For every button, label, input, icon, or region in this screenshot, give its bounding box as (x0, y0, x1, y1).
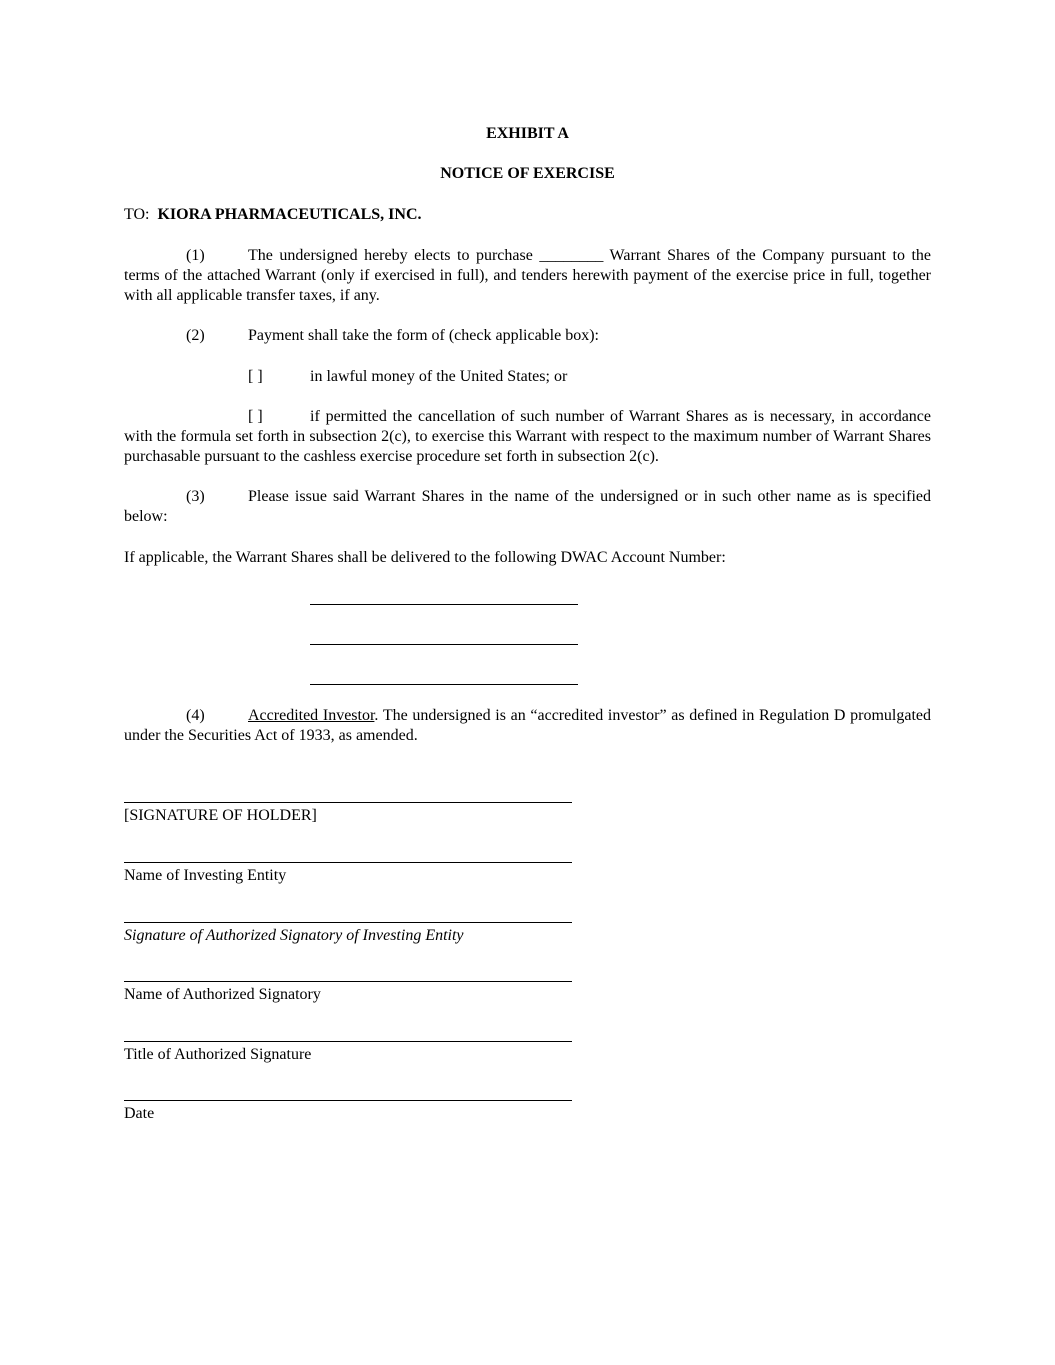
checkbox-cashless[interactable]: [ ] (248, 408, 263, 425)
signature-line-investing-entity[interactable] (124, 862, 572, 863)
signature-label-date: Date (124, 1105, 155, 1122)
to-prefix: TO: (124, 206, 150, 223)
signature-label-holder: [SIGNATURE OF HOLDER] (124, 807, 317, 824)
signature-line-authorized-signatory-signature[interactable] (124, 922, 572, 923)
to-company: KIORA PHARMACEUTICALS, INC. (157, 206, 422, 223)
payment-option-cash (124, 367, 931, 387)
paragraph-1 (124, 246, 931, 306)
signature-line-authorized-signatory-name[interactable] (124, 981, 572, 982)
dwac-line-2[interactable] (310, 644, 578, 645)
paragraph-2-number: (2) (186, 327, 205, 344)
exhibit-title: EXHIBIT A (486, 125, 569, 142)
signature-label-authorized-signatory-name: Name of Authorized Signatory (124, 986, 321, 1003)
payment-option-cashless (124, 407, 931, 467)
paragraph-4 (124, 706, 931, 746)
signature-line-holder[interactable] (124, 802, 572, 803)
to-line (124, 205, 931, 225)
paragraph-1-text: The undersigned hereby elects to purchase ________ Warrant Shares of the Company pursuant to the terms of the attached Warrant (only if exercised in full), and tenders herewith payment of the exercise price in full, together with all applicable transfer taxes, if any. (124, 247, 931, 304)
payment-option-cashless-text: if permitted the cancellation of such number of Warrant Shares as is necessary, in accordance with the formula set forth in subsection 2(c), to exercise this Warrant with respect to the maximum number of Warrant Shares purchasable pursuant to the cashless exercise procedure set forth in subsection 2(c). (124, 408, 931, 465)
signature-line-title[interactable] (124, 1041, 572, 1042)
paragraph-3 (124, 487, 931, 527)
payment-option-cash-text: in lawful money of the United States; or (310, 368, 568, 385)
dwac-line-1[interactable] (310, 604, 578, 605)
signature-label-investing-entity: Name of Investing Entity (124, 867, 287, 884)
paragraph-3-text: Please issue said Warrant Shares in the name of the undersigned or in such other name as is specified below: (124, 488, 931, 525)
paragraph-3-number: (3) (186, 488, 205, 505)
notice-title: NOTICE OF EXERCISE (440, 165, 615, 182)
accredited-investor-heading: Accredited Investor (248, 707, 375, 724)
paragraph-2 (124, 326, 931, 346)
dwac-instruction: If applicable, the Warrant Shares shall be delivered to the following DWAC Account Number: (124, 549, 726, 566)
signature-line-date[interactable] (124, 1100, 572, 1101)
paragraph-4-text: . The undersigned is an “accredited investor” as defined in Regulation D promulgated under the Securities Act of 1933, as amended. (124, 707, 932, 744)
signature-label-authorized-signatory-signature: Signature of Authorized Signatory of Investing Entity (124, 927, 464, 944)
dwac-line-3[interactable] (310, 684, 578, 685)
signature-label-title: Title of Authorized Signature (124, 1046, 312, 1063)
paragraph-1-number: (1) (186, 247, 205, 264)
paragraph-4-number: (4) (186, 707, 205, 724)
checkbox-cash[interactable]: [ ] (248, 368, 263, 385)
paragraph-2-text: Payment shall take the form of (check applicable box): (248, 327, 599, 344)
